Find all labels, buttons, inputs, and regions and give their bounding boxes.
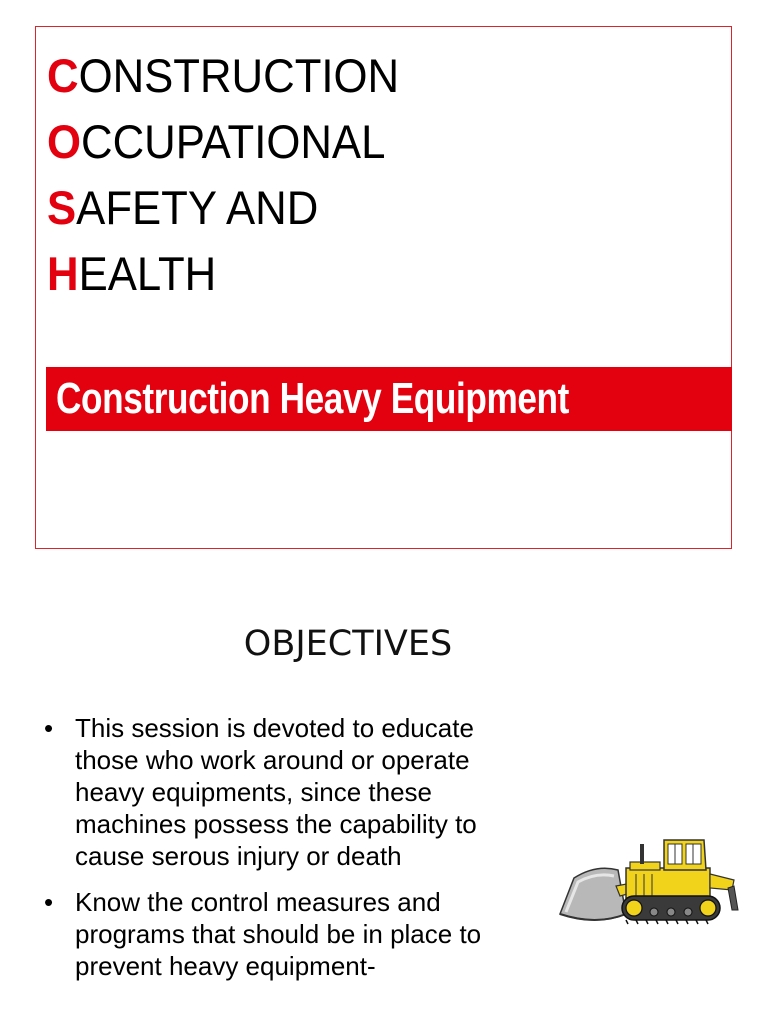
acronym-line [47,43,399,109]
acronym-rest: ONSTRUCTION [78,49,400,102]
objective-text: Know the control measures and programs that should be in place to prevent heavy equipment- [75,887,482,981]
acronym-rest: AFETY AND [76,181,319,234]
acronym-initial: O [47,115,82,168]
acronym-rest: EALTH [78,247,217,300]
subtitle-banner [46,367,732,431]
title-slide [35,26,732,549]
objective-item [44,886,524,982]
bullet-icon: • [44,713,54,743]
objective-text: This session is devoted to educate those who work around or operate heavy equipments, since these machines possess the capability to cause serous injury or death [75,713,477,871]
acronym-initial: C [47,49,79,102]
objectives-list [44,712,524,996]
bulldozer-icon [556,834,746,930]
acronym-line [47,241,399,307]
bullet-icon: • [44,887,54,917]
acronym-rest: CCUPATIONAL [81,115,386,168]
acronym-line [47,109,399,175]
acronym-list [47,43,426,307]
acronym-line [47,175,399,241]
objectives-heading: OBJECTIVES [243,624,453,664]
acronym-initial: H [47,247,79,300]
objective-item [44,712,524,872]
subtitle-text: Construction Heavy Equipment [56,374,569,423]
acronym-initial: S [47,181,77,234]
